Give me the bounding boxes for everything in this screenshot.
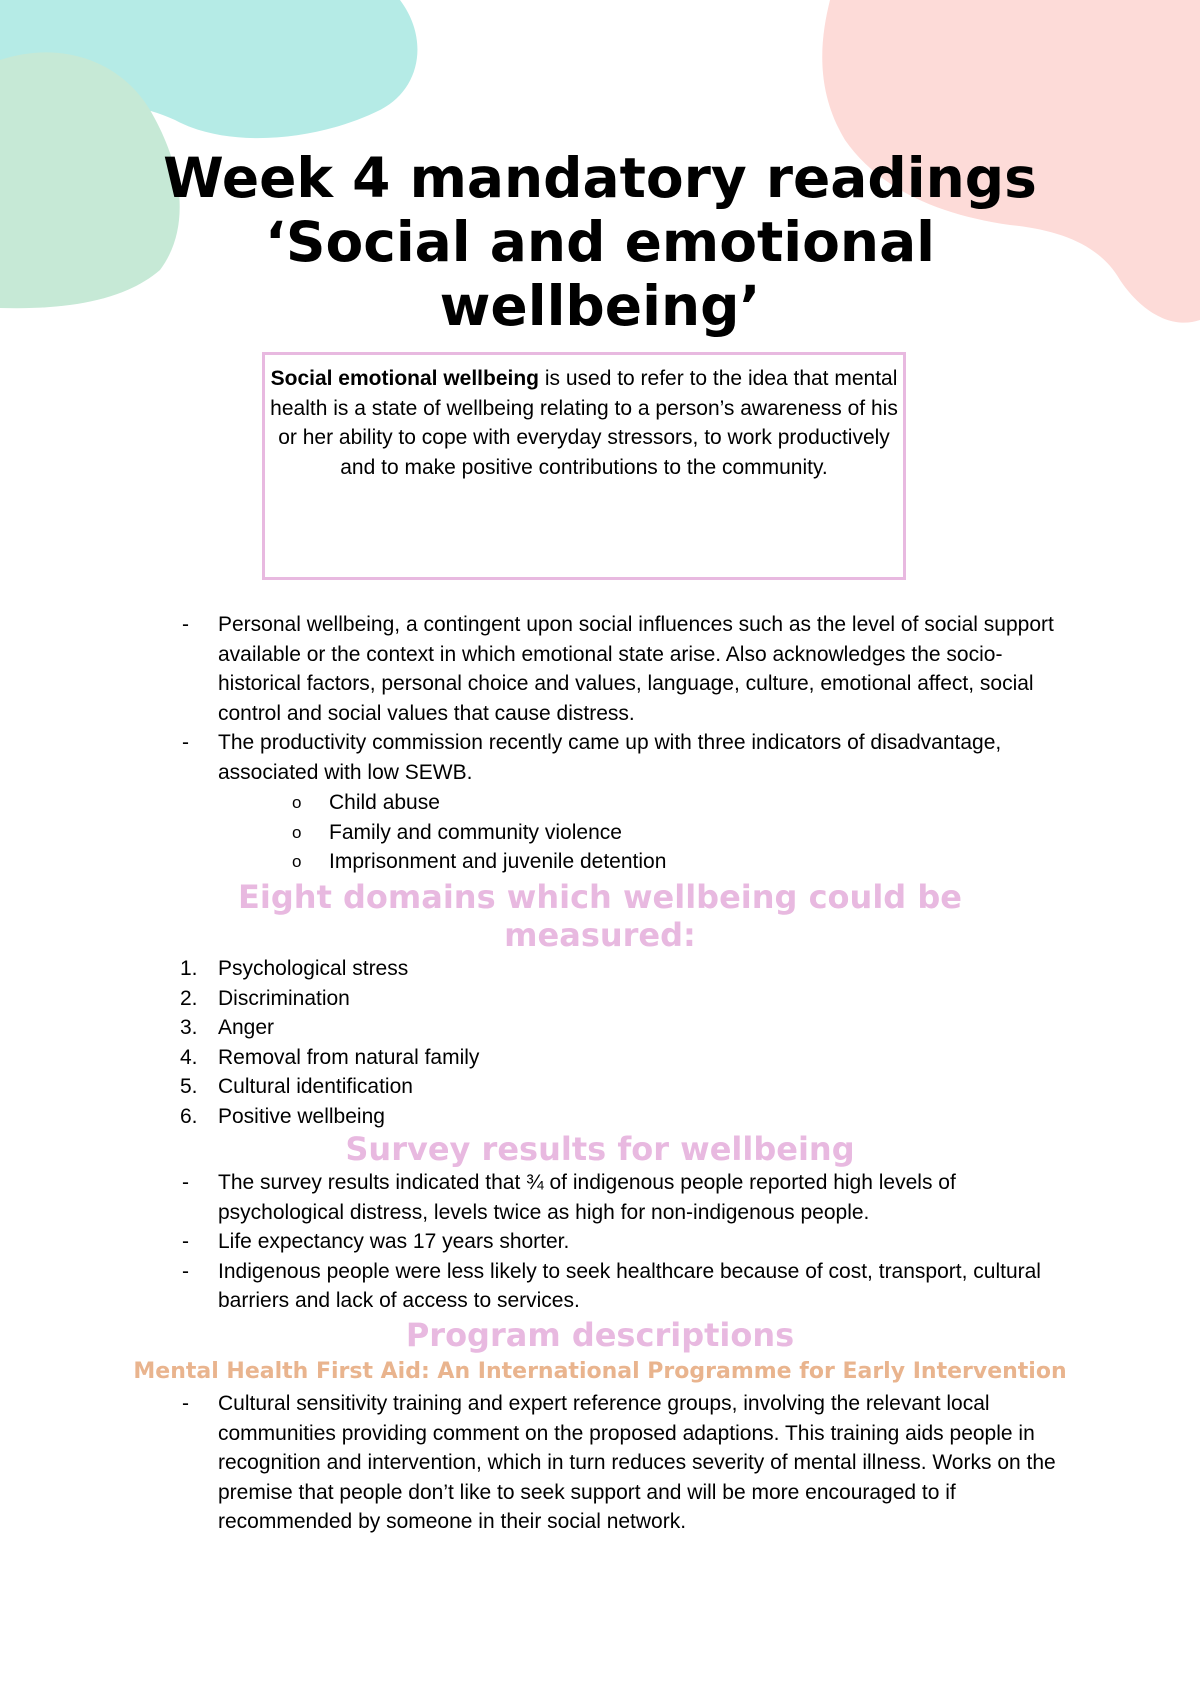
sub-list-item: o Family and community violence xyxy=(0,818,1200,848)
domains-heading-wrap xyxy=(0,878,1200,954)
title-line-1: Week 4 mandatory readings xyxy=(163,146,1037,210)
circle-marker: o xyxy=(292,822,302,842)
dash-marker: - xyxy=(182,1171,189,1194)
list-item: 2. Discrimination xyxy=(180,986,350,1010)
list-item: - Cultural sensitivity training and expert reference groups, involving the relevant local communities providing comment on the proposed adaptions. This training aids people in recognition and intervention, which in turn reduces severity of mental illness. Works on the premise that people don’t like to seek support and will be more encouraged to if recommended by someone in their social network. xyxy=(0,1389,1200,1537)
circle-marker: o xyxy=(292,793,302,812)
intro-section xyxy=(0,610,1200,877)
list-item: 6. Positive wellbeing xyxy=(180,1104,385,1128)
domains-list xyxy=(0,954,1200,1131)
survey-list xyxy=(0,1168,1200,1316)
page-title xyxy=(100,146,1100,338)
dash-marker: - xyxy=(182,1259,189,1283)
sub-list-item: o Child abuse xyxy=(0,788,1200,818)
list-item: - The survey results indicated that ¾ of indigenous people reported high levels of psychological distress, levels twice as high for non-indigenous people. xyxy=(0,1168,1200,1227)
domains-heading: Eight domains which wellbeing could be measured: xyxy=(238,878,962,954)
survey-heading-wrap xyxy=(0,1130,1200,1168)
list-item: 1. Psychological stress xyxy=(180,957,409,980)
definition-term: Social emotional wellbeing xyxy=(270,367,539,390)
programs-heading-wrap xyxy=(0,1316,1200,1354)
list-item: - Indigenous people were less likely to seek healthcare because of cost, transport, cultural barriers and lack of access to services. xyxy=(0,1257,1200,1316)
sub-list-item: o Imprisonment and juvenile detention xyxy=(0,847,1200,877)
list-item: - Life expectancy was 17 years shorter. xyxy=(0,1227,1200,1257)
title-line-2: ‘Social and emotional xyxy=(264,210,936,274)
list-item: 5. Cultural identification xyxy=(180,1075,413,1098)
definition-body: is used to refer to the idea that mental health is a state of wellbeing relating to a person’s awareness of his or her ability to cope with everyday stressors, to work productively and to make positive contributions to the community. xyxy=(270,367,898,479)
programs-subheading-wrap xyxy=(0,1355,1200,1389)
list-item: - Personal wellbeing, a contingent upon social influences such as the level of social support available or the context in which emotional state arise. Also acknowledges the socio-historical factors, personal choice and values, language, culture, emotional affect, social control and social values that cause distress. xyxy=(0,610,1200,728)
programs-heading: Program descriptions xyxy=(405,1316,795,1354)
list-item: 4. Removal from natural family xyxy=(180,1045,480,1069)
list-item: 3. Anger xyxy=(180,1016,275,1039)
title-line-3: wellbeing’ xyxy=(439,274,761,338)
circle-marker: o xyxy=(292,852,302,871)
dash-marker: - xyxy=(182,1392,189,1415)
dash-marker: - xyxy=(182,1230,189,1253)
survey-heading: Survey results for wellbeing xyxy=(345,1130,855,1168)
definition-text xyxy=(262,364,906,482)
dash-marker: - xyxy=(182,613,189,636)
programs-subheading: Mental Health First Aid: An International Programme for Early Intervention xyxy=(133,1359,1067,1384)
dash-marker: - xyxy=(182,731,189,754)
programs-list xyxy=(0,1389,1200,1537)
list-item: - The productivity commission recently came up with three indicators of disadvantage, associated with low SEWB. xyxy=(0,728,1200,787)
